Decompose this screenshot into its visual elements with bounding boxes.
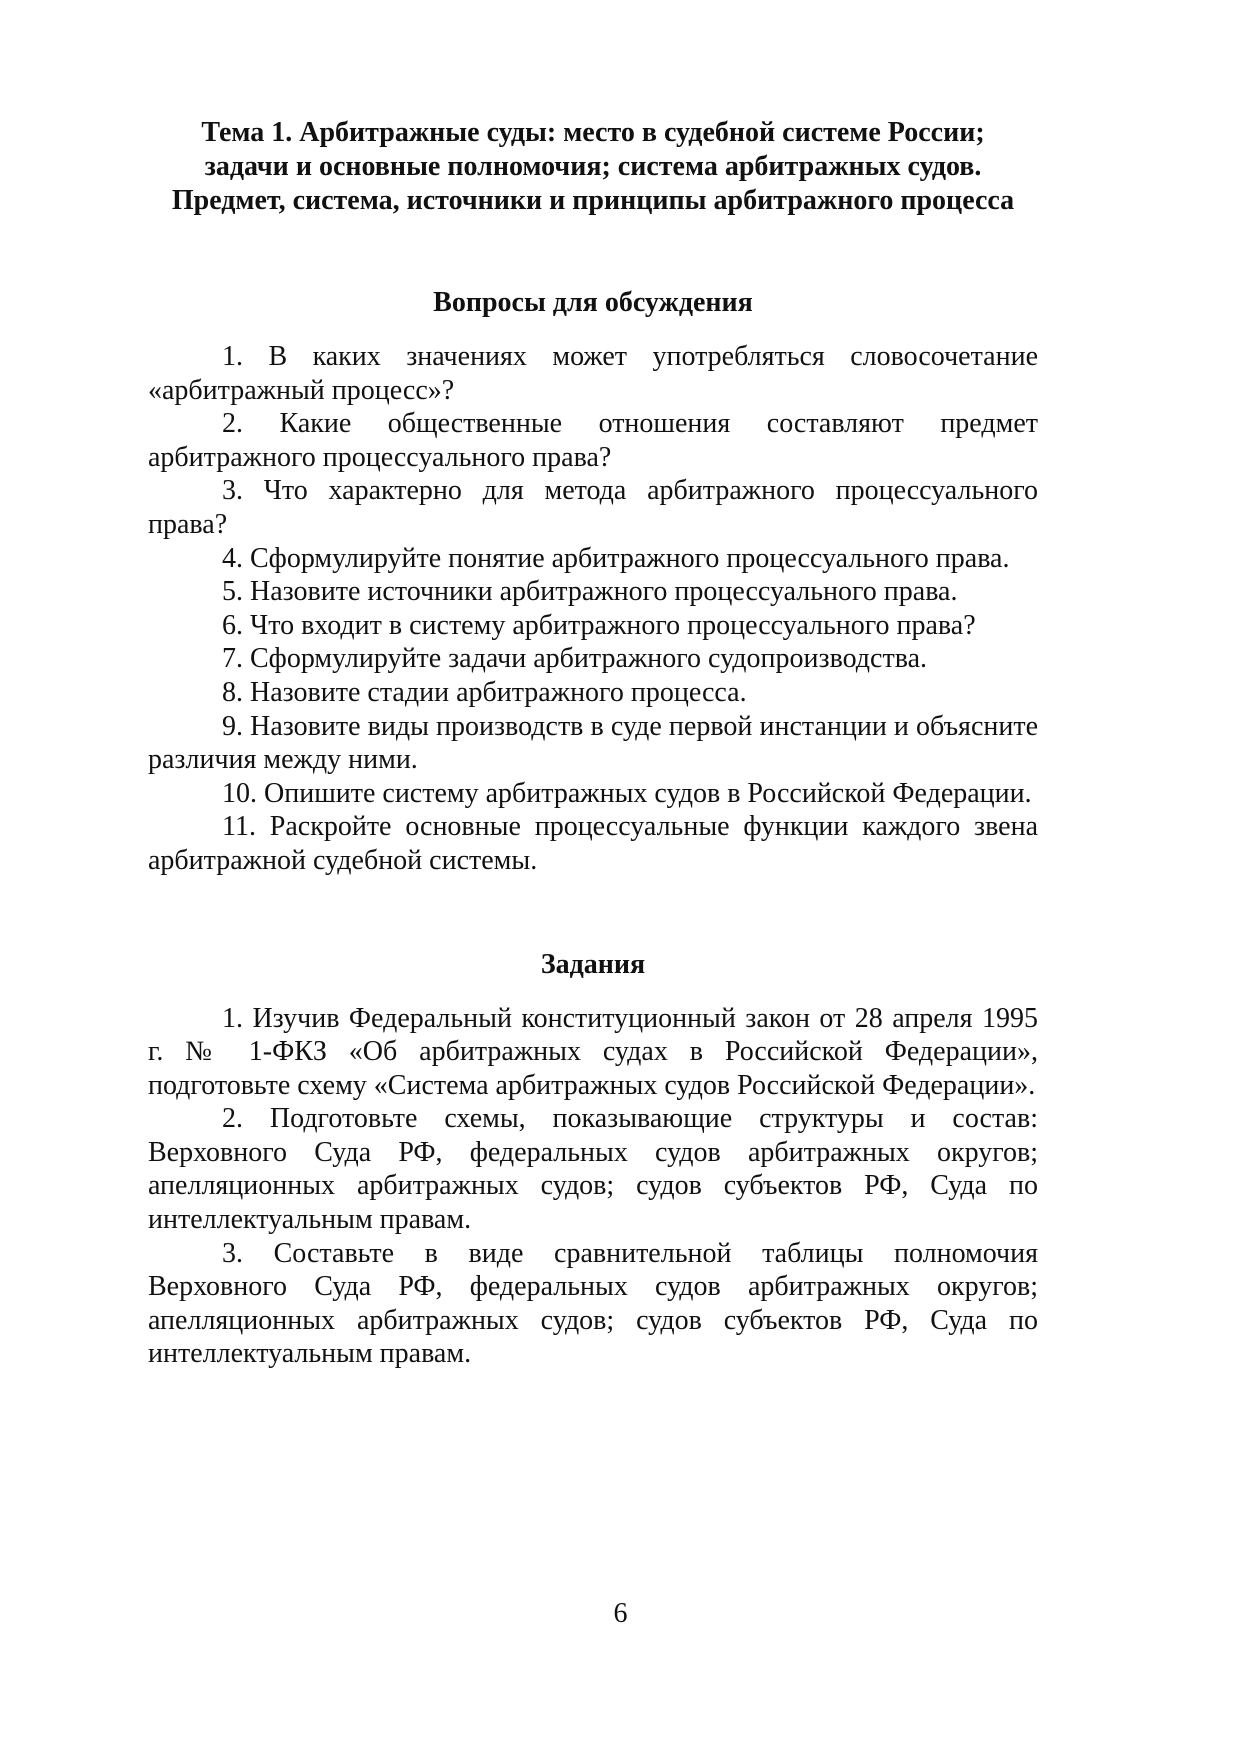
task-item: 2. Подготовьте схемы, показывающие структуры и состав: Верховного Суда РФ, федеральных судов арбитражных округов; апелляционных арбитражных судов; судов субъектов РФ, Суда по интеллектуальным правам. (148, 1103, 1038, 1236)
question-item: 10. Опишите систему арбитражных судов в Российской Федерации. (222, 777, 1032, 809)
question-item: 3. Что характерно для метода арбитражного процессуального права? (148, 475, 1038, 540)
question-item: 6. Что входит в систему арбитражного процессуального права? (222, 609, 976, 641)
tasks-list (148, 1002, 1038, 1372)
tasks-heading: Задания (540, 948, 646, 980)
questions-heading: Вопросы для обсуждения (433, 287, 753, 318)
document-page (148, 116, 1038, 1371)
question-item: 8. Назовите стадии арбитражного процесса. (222, 676, 747, 708)
question-item: 1. В каких значениях может употребляться словосочетание «арбитражный процесс»? (148, 341, 1038, 406)
questions-list (148, 340, 1038, 878)
question-item: 7. Сформулируйте задачи арбитражного судопроизводства. (222, 643, 927, 675)
question-item: 4. Сформулируйте понятие арбитражного процессуального права. (222, 542, 1010, 574)
page-number: 6 (613, 1598, 628, 1629)
title-line-3: Предмет, система, источники и принципы арбитражного процесса (171, 185, 1015, 216)
title-line-1: Тема 1. Арбитражные суды: место в судебной системе России; (201, 117, 985, 148)
question-item: 11. Раскройте основные процессуальные функции каждого звена арбитражной судебной системы. (148, 811, 1038, 876)
task-item: 3. Составьте в виде сравнительной таблицы полномочия Верховного Суда РФ, федеральных судов арбитражных округов; апелляционных арбитражных судов; судов субъектов РФ, Суда по интеллектуальным правам. (148, 1237, 1038, 1370)
page-title (148, 116, 1038, 218)
task-item: 1. Изучив Федеральный конституционный закон от 28 апреля 1995 г. № 1-ФКЗ «Об арбитражных судах в Российской Федерации», подготовьте схему «Система арбитражных судов Российской Федерации». (148, 1002, 1038, 1101)
question-item: 5. Назовите источники арбитражного процессуального права. (222, 576, 958, 608)
question-item: 9. Назовите виды производств в суде первой инстанции и объясните различия между ними. (148, 710, 1038, 776)
title-line-2: задачи и основные полномочия; система арбитражных судов. (204, 151, 982, 182)
question-item: 2. Какие общественные отношения составляют предмет арбитражного процессуального права? (148, 408, 1038, 473)
